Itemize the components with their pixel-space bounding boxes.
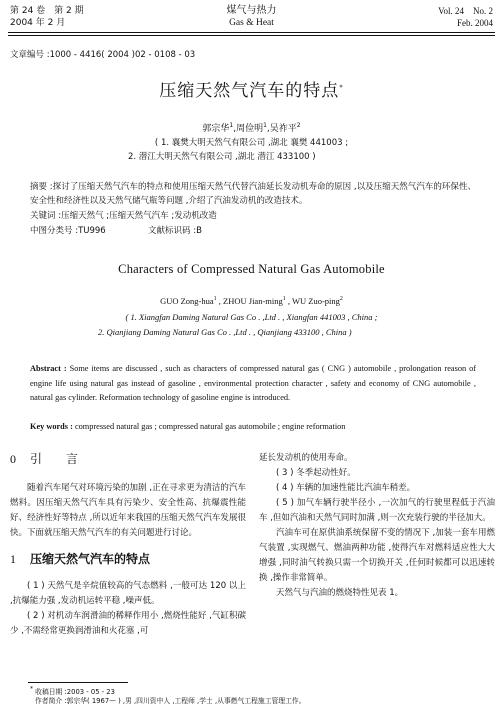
affiliation-en-2: 2. Qianjiang Daming Natural Gas Co . ,Ltd . , Qianjiang 433100 , China ) xyxy=(98,327,352,337)
journal-title-en: Gas & Heat xyxy=(229,18,274,28)
authors-en: GUO Zong-hua$^1$ , ZHOU Jian-ming$^1$ , WU Zuo-ping$^2$ xyxy=(160,296,343,306)
right-paragraph-continued: 延长发动机的使用寿命。 xyxy=(259,453,353,463)
section-0-paragraph: 随着汽车尾气对环境污染的加剧 ,正在寻求更为清洁的汽车燃料。因压缩天然气汽车具有污染少、安全性高、抗爆震性能好、经济性好等特点 ,所以近年来我国的压缩天然气汽车发展很快。下面就压缩天然气汽车的有关问题进行讨论。 xyxy=(10,483,246,538)
section-1-heading: 1 压缩天然气汽车的特点 xyxy=(10,552,151,566)
section-1-paragraph-1: ( 1 ) 天然气是辛烷值较高的气态燃料 ,一般可达 120 以上 ,抗爆能力强 ,发动机运转平稳 ,噪声低。 xyxy=(10,581,246,606)
paragraph-conversion: 汽油车可在原供油系统保留不变的情况下 ,加装一套车用燃气装置 ,实现燃气、燃油两种功能 ,使得汽车对燃料适应性大大增强 ,同时油气转换只需一个切换开关 ,任何时候都可以迅速转换 ,操作非常简单。 xyxy=(259,528,495,583)
left-column xyxy=(10,451,246,639)
date-en: Feb. 2004 xyxy=(457,18,493,28)
affiliation-cn-2: 2. 潜江大明天然气有限公司 ,湖北 潜江 433100 ) xyxy=(128,152,316,162)
section-1-paragraph-2: ( 2 ) 对机动车润滑油的稀释作用小 ,燃烧性能好 ,气缸积碳少 ,不需经常更换润滑油和火花塞 ,可 xyxy=(10,611,246,636)
keywords-cn: 关键词 :压缩天然气 ;压缩天然气汽车 ;发动机改造 xyxy=(30,211,217,221)
affiliation-en-1: ( 1. Xiangfan Daming Natural Gas Co . ,Ltd . , Xiangfan 441003 , China ; xyxy=(125,312,378,322)
abstract-en: Abstract : Some items are discussed , such as characters of compressed natural gas ( CNG ) automobile , prolongation reason of engine life using natural gas instead of gasoline , environmental protection character , safety and economy of CNG automobile , natural gas cylinder. Reformation technology of gasoline engine is introduced. xyxy=(30,364,477,402)
document-code: 文献标识码 :B xyxy=(148,226,202,236)
section-0-heading: 0 引 言 xyxy=(10,452,79,466)
journal-title-cn: 煤气与热力 xyxy=(226,5,277,16)
title-footnote-mark: * xyxy=(339,83,344,92)
item-5: ( 5 ) 加气车辆行驶半径小 ,一次加气的行驶里程低于汽油车 ,但如汽油和天然气同时加满 ,则一次充装行驶的半径加大。 xyxy=(259,498,495,523)
abstract-cn: 摘要 :探讨了压缩天然气汽车的特点和使用压缩天然气代替汽油延长发动机寿命的原因 ,以及压缩天然气汽车的环保性、安全性和经济性以及天然气储气瓶等问题 ,介绍了汽油发动机的改造技术。 xyxy=(30,182,476,206)
title-cn-text: 压缩天然气汽车的特点 xyxy=(159,81,340,101)
date-cn: 2004 年 2 月 xyxy=(10,18,66,28)
clc-number: 中图分类号 :TU996 xyxy=(30,226,106,236)
item-4: ( 4 ) 车辆的加速性能比汽油车稍差。 xyxy=(276,483,416,493)
article-number: 文章编号 :1000 - 4416( 2004 )02 - 0108 - 03 xyxy=(10,50,196,60)
paragraph-table-ref: 天然气与汽油的燃烧特性见表 1。 xyxy=(276,588,404,598)
affiliation-cn-1: ( 1. 襄樊大明天然气有限公司 ,湖北 襄樊 441003 ; xyxy=(154,138,349,148)
item-3: ( 3 ) 冬季起动性好。 xyxy=(276,468,356,478)
right-column xyxy=(259,451,495,601)
header-rule-thin xyxy=(8,35,495,36)
volume-issue-cn: 第 24 卷 第 2 期 xyxy=(10,6,84,16)
title-cn xyxy=(0,80,503,102)
volume-issue-en: Vol. 24 No. 2 xyxy=(438,6,493,16)
footnote-rule xyxy=(28,682,128,683)
footnote: * 收稿日期 :2003 - 05 - 23 作者简介 :郭宗华( 1967— ) ,男 ,四川资中人 ,工程师 ,学士 ,从事燃气工程施工管理工作。 xyxy=(30,685,306,705)
keywords-en: Key words : compressed natural gas ; compressed natural gas automobile ; engine reformation xyxy=(30,422,346,431)
title-en: Characters of Compressed Natural Gas Automobile xyxy=(118,262,385,276)
header-rule xyxy=(8,32,495,33)
authors-cn: 郭宗华$^1$,周俭明$^1$,吴祚平$^2$ xyxy=(202,122,301,134)
